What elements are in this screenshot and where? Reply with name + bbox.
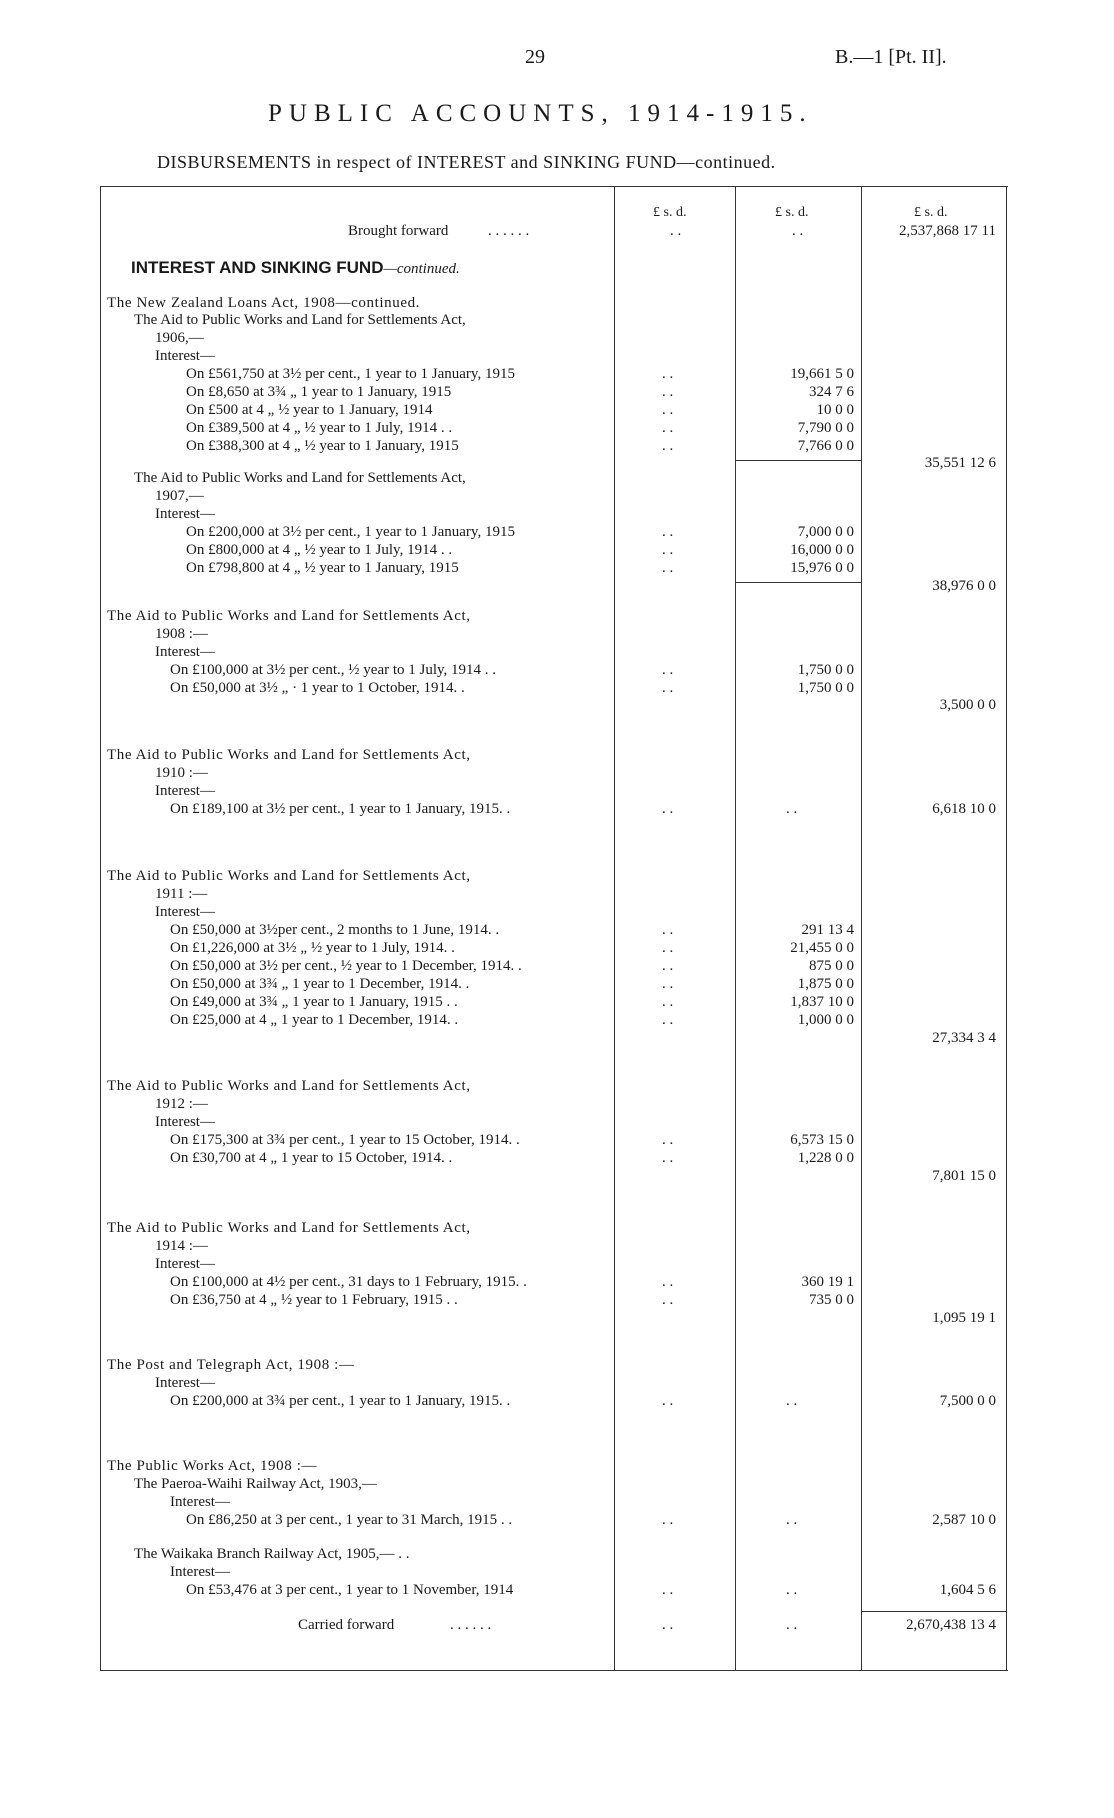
interest-heading: Interest—: [155, 783, 215, 799]
column-1-dots: . .: [662, 420, 674, 436]
interest-line: On £49,000 at 3¾ „ 1 year to 1 January, 1915 . .: [170, 994, 458, 1010]
interest-line: On £30,700 at 4 „ 1 year to 15 October, 1914. .: [170, 1150, 453, 1166]
interest-line: On £36,750 at 4 „ ½ year to 1 February, 1915 . .: [170, 1292, 458, 1308]
interest-line: On £561,750 at 3½ per cent., 1 year to 1 January, 1915: [186, 366, 515, 382]
sub-act-title: The Aid to Public Works and Land for Settlements Act,: [134, 312, 466, 328]
interest-line: On £50,000 at 3½ per cent., ½ year to 1 December, 1914. .: [170, 958, 522, 974]
block-total: 3,500 0 0: [939, 697, 996, 713]
amount: 291 13 4: [801, 922, 854, 938]
column-header-3: £ s. d.: [914, 205, 948, 220]
column-1-dots: . .: [662, 366, 674, 382]
column-1-dots: . .: [662, 524, 674, 540]
interest-heading: Interest—: [170, 1494, 230, 1510]
act-title: The Post and Telegraph Act, 1908 :—: [107, 1357, 355, 1373]
block-total: 1,604 5 6: [939, 1582, 996, 1598]
table-top-rule: [100, 186, 1008, 187]
act-title: The Public Works Act, 1908 :—: [107, 1458, 318, 1474]
act-year: 1912 :—: [155, 1096, 208, 1112]
amount: 875 0 0: [809, 958, 854, 974]
column-1-dots: . .: [662, 976, 674, 992]
column-1-dots: . .: [662, 922, 674, 938]
interest-line: On £25,000 at 4 „ 1 year to 1 December, 1914. .: [170, 1012, 459, 1028]
interest-line: On £1,226,000 at 3½ „ ½ year to 1 July, 1914. .: [170, 940, 455, 956]
amount: 1,750 0 0: [797, 662, 854, 678]
subtotal-rule: [736, 582, 861, 583]
act-year: 1911 :—: [155, 886, 208, 902]
column-2-dots: . .: [786, 1582, 798, 1598]
amount: 1,000 0 0: [797, 1012, 854, 1028]
column-1-dots: . .: [662, 994, 674, 1010]
amount: 21,455 0 0: [790, 940, 854, 956]
carried-forward-total: 2,670,438 13 4: [906, 1617, 996, 1633]
interest-line: On £100,000 at 3½ per cent., ½ year to 1 July, 1914 . .: [170, 662, 497, 678]
interest-heading: Interest—: [155, 1256, 215, 1272]
column-1-dots: . .: [662, 1292, 674, 1308]
column-1-dots: . .: [662, 1393, 674, 1409]
interest-line: On £388,300 at 4 „ ½ year to 1 January, 1915: [186, 438, 459, 454]
interest-line: On £389,500 at 4 „ ½ year to 1 July, 1914 . .: [186, 420, 453, 436]
interest-line: On £8,650 at 3¾ „ 1 year to 1 January, 1915: [186, 384, 452, 400]
interest-line: On £200,000 at 3¾ per cent., 1 year to 1 January, 1915. .: [170, 1393, 511, 1409]
column-1-dots: . .: [662, 1132, 674, 1148]
amount: 15,976 0 0: [790, 560, 854, 576]
amount: 7,766 0 0: [797, 438, 854, 454]
table-right-rule: [1006, 186, 1007, 1670]
interest-line: On £175,300 at 3¾ per cent., 1 year to 15 October, 1914. .: [170, 1132, 520, 1148]
act-title: The Aid to Public Works and Land for Settlements Act,: [107, 1220, 471, 1236]
page-title: PUBLIC ACCOUNTS, 1914-1915.: [268, 100, 813, 127]
amount: 1,750 0 0: [797, 680, 854, 696]
block-total: 27,334 3 4: [932, 1030, 996, 1046]
block-total: 38,976 0 0: [932, 578, 996, 594]
amount: 7,790 0 0: [797, 420, 854, 436]
column-2-dots: . .: [786, 1512, 798, 1528]
sub-act-title: The Waikaka Branch Railway Act, 1905,— . .: [134, 1546, 410, 1562]
amount: 324 7 6: [809, 384, 854, 400]
block-total: 7,500 0 0: [939, 1393, 996, 1409]
column-2-dots: . .: [792, 223, 804, 239]
column-1-dots: . .: [662, 1274, 674, 1290]
amount: 1,875 0 0: [797, 976, 854, 992]
column-1-dots: . .: [662, 1150, 674, 1166]
column-1-dots: . .: [670, 223, 682, 239]
interest-heading: Interest—: [170, 1564, 230, 1580]
column-1-dots: . .: [662, 438, 674, 454]
section-heading: [131, 258, 460, 278]
interest-line: On £200,000 at 3½ per cent., 1 year to 1 January, 1915: [186, 524, 515, 540]
page-subtitle: DISBURSEMENTS in respect of INTEREST and SINKING FUND—continued.: [157, 152, 776, 172]
column-1-dots: . .: [662, 1512, 674, 1528]
interest-heading: Interest—: [155, 1375, 215, 1391]
column-1-dots: . .: [662, 542, 674, 558]
amount: 1,228 0 0: [797, 1150, 854, 1166]
act-title: The Aid to Public Works and Land for Settlements Act,: [107, 1078, 471, 1094]
act-title: The Aid to Public Works and Land for Settlements Act,: [107, 747, 471, 763]
column-1-dots: . .: [662, 1617, 674, 1633]
column-1-dots: . .: [662, 662, 674, 678]
column-rule-3: [861, 186, 862, 1670]
block-total: 35,551 12 6: [924, 455, 996, 471]
block-total: 7,801 15 0: [932, 1168, 996, 1184]
interest-line: On £189,100 at 3½ per cent., 1 year to 1 January, 1915. .: [170, 801, 511, 817]
amount: 735 0 0: [809, 1292, 854, 1308]
sub-act-title: The Paeroa-Waihi Railway Act, 1903,—: [134, 1476, 377, 1492]
column-1-dots: . .: [662, 402, 674, 418]
column-1-dots: . .: [662, 940, 674, 956]
amount: 6,573 15 0: [790, 1132, 854, 1148]
column-header-1: £ s. d.: [653, 205, 687, 220]
carried-forward-label: Carried forward: [298, 1617, 395, 1633]
column-1-dots: . .: [662, 801, 674, 817]
section-heading-main: INTEREST AND SINKING FUND: [131, 258, 384, 277]
column-1-dots: . .: [662, 1012, 674, 1028]
column-2-dots: . .: [786, 1393, 798, 1409]
column-1-dots: . .: [662, 680, 674, 696]
column-2-dots: . .: [786, 801, 798, 817]
interest-line: On £500 at 4 „ ½ year to 1 January, 1914: [186, 402, 433, 418]
interest-heading: Interest—: [155, 348, 215, 364]
interest-line: On £50,000 at 3¾ „ 1 year to 1 December, 1914. .: [170, 976, 470, 992]
interest-heading: Interest—: [155, 644, 215, 660]
document-reference: B.—1 [Pt. II].: [835, 46, 947, 68]
act-year: 1914 :—: [155, 1238, 208, 1254]
amount: 19,661 5 0: [790, 366, 854, 382]
act-year: 1908 :—: [155, 626, 208, 642]
section-heading-suffix: —continued.: [383, 261, 460, 277]
block-total: 2,587 10 0: [932, 1512, 996, 1528]
column-1-dots: . .: [662, 560, 674, 576]
act-year: 1910 :—: [155, 765, 208, 781]
act-title: The Aid to Public Works and Land for Settlements Act,: [107, 868, 471, 884]
block-total: 1,095 19 1: [932, 1310, 996, 1326]
interest-line: On £50,000 at 3½per cent., 2 months to 1 June, 1914. .: [170, 922, 500, 938]
table-bottom-rule: [100, 1670, 1008, 1671]
column-1-dots: . .: [662, 958, 674, 974]
brought-forward-total: 2,537,868 17 11: [899, 223, 996, 239]
column-2-dots: . .: [786, 1617, 798, 1633]
amount: 16,000 0 0: [790, 542, 854, 558]
amount: 1,837 10 0: [790, 994, 854, 1010]
sub-act-title: The Aid to Public Works and Land for Settlements Act,: [134, 470, 466, 486]
interest-line: On £86,250 at 3 per cent., 1 year to 31 March, 1915 . .: [186, 1512, 513, 1528]
block-total: 6,618 10 0: [932, 801, 996, 817]
amount: 360 19 1: [801, 1274, 854, 1290]
brought-forward-label: Brought forward: [348, 223, 449, 239]
carried-forward-rule: [862, 1611, 1006, 1612]
act-title: The Aid to Public Works and Land for Settlements Act,: [107, 608, 471, 624]
sub-act-year: 1906,—: [155, 330, 204, 346]
act-title: The New Zealand Loans Act, 1908—continued.: [107, 295, 421, 311]
table-left-rule: [100, 186, 101, 1670]
column-rule-1: [614, 186, 615, 1670]
interest-line: On £800,000 at 4 „ ½ year to 1 July, 1914 . .: [186, 542, 453, 558]
column-1-dots: . .: [662, 384, 674, 400]
column-header-2: £ s. d.: [775, 205, 809, 220]
interest-heading: Interest—: [155, 904, 215, 920]
interest-line: On £53,476 at 3 per cent., 1 year to 1 November, 1914: [186, 1582, 514, 1598]
leader-dots: . . . . . .: [488, 223, 530, 239]
interest-line: On £100,000 at 4½ per cent., 31 days to 1 February, 1915. .: [170, 1274, 527, 1290]
amount: 7,000 0 0: [797, 524, 854, 540]
interest-heading: Interest—: [155, 1114, 215, 1130]
column-1-dots: . .: [662, 1582, 674, 1598]
leader-dots: . . . . . .: [450, 1617, 492, 1633]
subtotal-rule: [736, 460, 861, 461]
amount: 10 0 0: [816, 402, 854, 418]
interest-line: On £798,800 at 4 „ ½ year to 1 January, 1915: [186, 560, 459, 576]
interest-line: On £50,000 at 3½ „ · 1 year to 1 October, 1914. .: [170, 680, 465, 696]
page-number: 29: [525, 46, 545, 68]
sub-act-year: 1907,—: [155, 488, 204, 504]
interest-heading: Interest—: [155, 506, 215, 522]
